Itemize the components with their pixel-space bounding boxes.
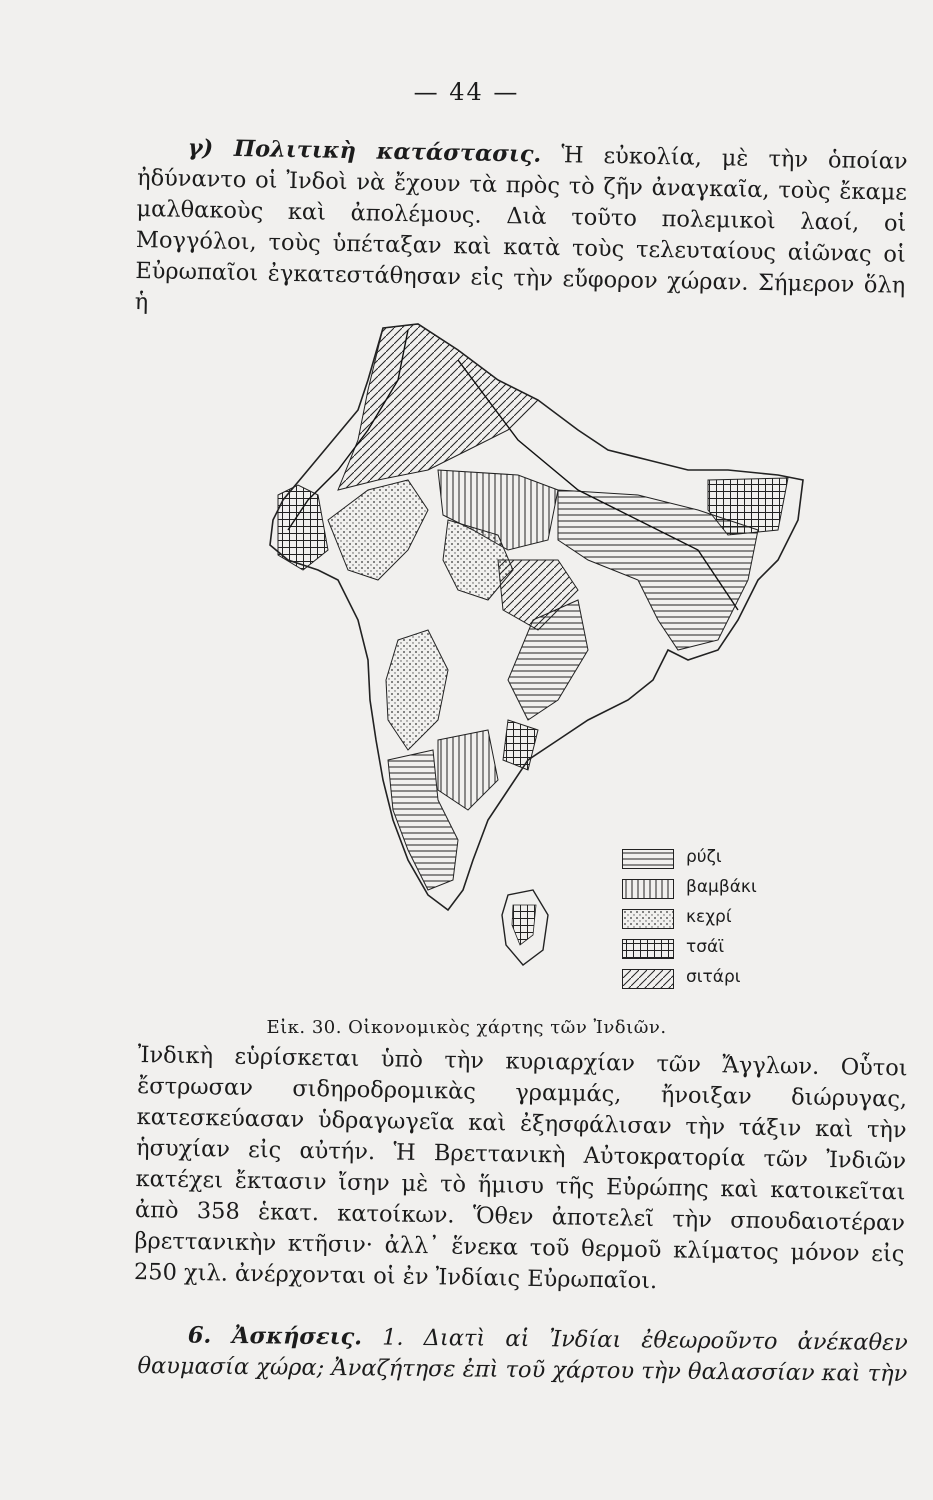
legend-swatch-wheat xyxy=(622,969,674,989)
legend-swatch-rice xyxy=(622,849,674,869)
paragraph-exercises xyxy=(137,1320,908,1390)
wheat-region-north xyxy=(338,324,538,490)
legend-label-wheat: σιτάρι xyxy=(686,967,741,987)
millet-region-northwest xyxy=(328,480,428,580)
exercises-text: 1. Διατὶ αἱ Ἰνδίαι ἐθεωροῦντο ἀνέκαθεν θαυμασία χώρα; Ἀναζήτησε ἐπὶ τοῦ χάρτου τὴν θαλασσίαν καὶ τὴν xyxy=(137,1324,908,1388)
legend-item-cotton xyxy=(622,875,782,905)
tea-region-south xyxy=(503,720,538,770)
legend-swatch-millet xyxy=(622,909,674,929)
map-legend xyxy=(622,845,782,995)
paragraph-politics-text: Ἡ εὐκολία, μὲ τὴν ὁποίαν ἠδύναντο οἱ Ἰνδοὶ νὰ ἔχουν τὰ πρὸς τὸ ζῆν ἀναγκαῖα, τοὺς ἔκαμε μαλθακοὺς καὶ ἀπολέμους. Διὰ τοῦτο πολεμικοὶ λαοί, οἱ Μογγόλοι, τοὺς ὑπέταξαν καὶ κατὰ τοὺς τελευταίους αἰῶνας οἱ Εὐρωπαῖοι ἐγκατεστάθησαν εἰς τὴν εὔφορον χώραν. Σήμερον ὅλη ἡ xyxy=(134,142,908,316)
millet-region-deccan xyxy=(386,630,448,750)
tea-region-northwest xyxy=(278,485,328,570)
legend-swatch-cotton xyxy=(622,879,674,899)
paragraph-politics xyxy=(134,132,907,333)
legend-swatch-tea xyxy=(622,939,674,959)
section-heading-exercises: 6. Ἀσκήσεις. xyxy=(187,1322,363,1351)
legend-item-millet xyxy=(622,905,782,935)
tea-region-ceylon xyxy=(512,905,536,945)
legend-item-wheat xyxy=(622,965,782,995)
legend-label-tea: τσάϊ xyxy=(686,937,724,957)
legend-item-rice xyxy=(622,845,782,875)
page-number: — 44 — xyxy=(413,78,520,106)
paragraph-continuation: Ἰνδικὴ εὑρίσκεται ὑπὸ τὴν κυριαρχίαν τῶν Ἄγγλων. Οὗτοι ἔστρωσαν σιδηροδρομικὰς γραμμάς, ἤνοιξαν διώρυγας, κατεσκεύασαν ὑδραγωγεῖα καὶ ἐξησφάλισαν τὴν τάξιν καὶ τὴν ἡσυχίαν εἰς αὐτήν. Ἡ Βρεττανικὴ Αὐτοκρατορία τῶν Ἰνδιῶν κατέχει ἔκτασιν ἴσην μὲ τὸ ἥμισυ τῆς Εὐρώπης καὶ κατοικεῖται ἀπὸ 358 ἑκατ. κατοίκων. Ὅθεν ἀποτελεῖ τὴν σπουδαιοτέραν βρεττανικὴν κτῆσιν· ἀλλ᾽ ἕνεκα τοῦ θερμοῦ κλίματος μόνον εἰς 250 χιλ. ἀνέρχονται οἱ ἐν Ἰνδίαις Εὐρωπαῖοι. xyxy=(133,1041,908,1295)
section-heading-politics: γ) Πολιτικὴ κατάστασις. xyxy=(187,134,542,168)
legend-label-rice: ρύζι xyxy=(686,847,722,867)
legend-label-millet: κεχρί xyxy=(686,907,732,927)
legend-label-cotton: βαμβάκι xyxy=(686,877,757,897)
legend-item-tea xyxy=(622,935,782,965)
cotton-region-south xyxy=(438,730,498,810)
figure-caption: Εἰκ. 30. Οἰκονομικὸς χάρτης τῶν Ἰνδιῶν. xyxy=(266,1017,667,1038)
